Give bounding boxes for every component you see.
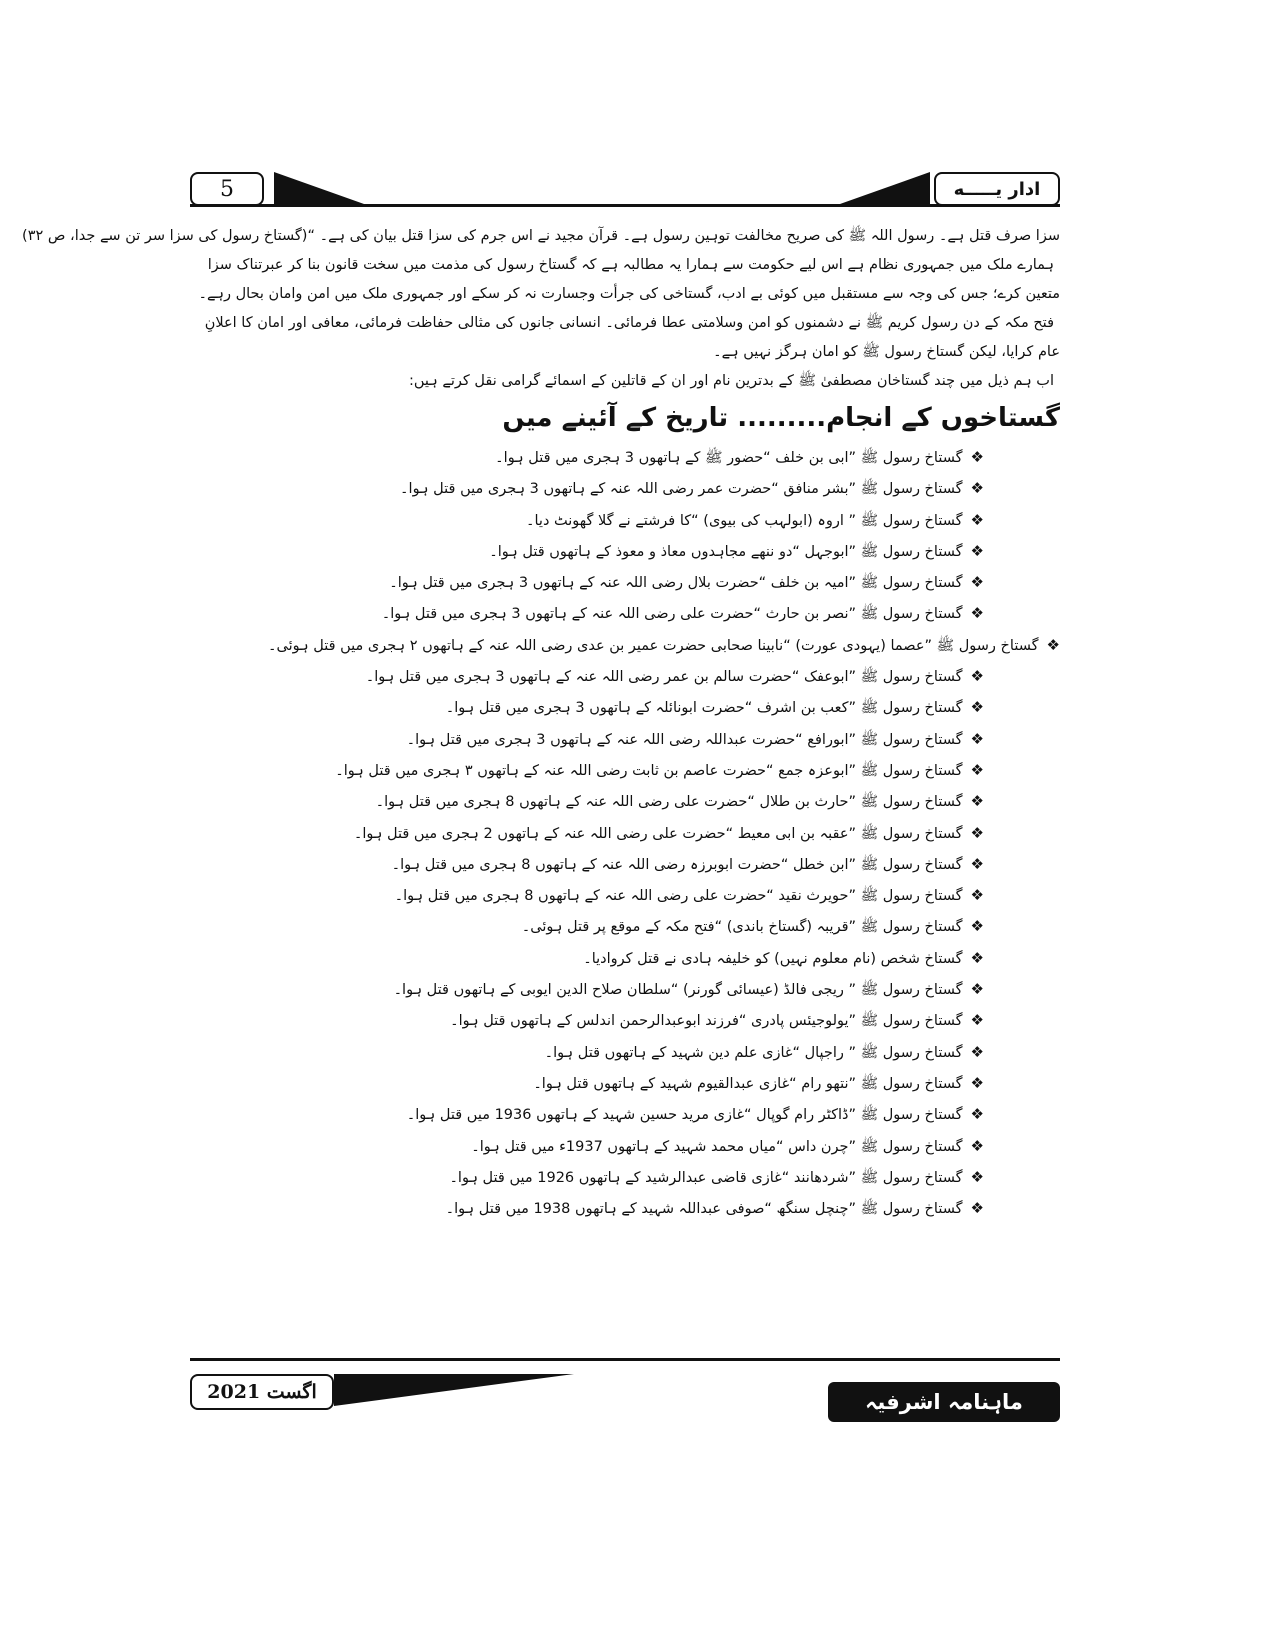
bullet-icon: ❖	[970, 479, 984, 498]
intro-line-1: سزا صرف قتل ہے۔ رسول اللہ ﷺ کی صریح مخالفت توہین رسول ہے۔ قرآن مجید نے اس جرم کی سزا قتل بیان کی ہے۔ “(گستاخ رسول کی سزا سر تن سے جدا، ص ۳۲)	[22, 228, 1060, 244]
list-item-text: گستاخ رسول ﷺ ” راجپال “غازی علم دین شہید کے ہاتھوں قتل ہوا۔	[544, 1044, 963, 1061]
list-item	[180, 880, 1060, 911]
bullet-icon: ❖	[970, 948, 984, 967]
list-item	[180, 442, 1060, 473]
list-item-text: گستاخ رسول ﷺ ”کعب بن اشرف “حضرت ابونائلہ کے ہاتھوں 3 ہجری میں قتل ہوا۔	[445, 700, 963, 717]
list-item-text: گستاخ رسول ﷺ ”ابن خطل “حضرت ابوبرزہ رضی اللہ عنہ کے ہاتھوں 8 ہجری میں قتل ہوا۔	[391, 856, 963, 873]
page-footer	[190, 1358, 1060, 1428]
page-header	[190, 172, 1060, 206]
list-item	[180, 1162, 1060, 1193]
intro-line-6: اب ہم ذیل میں چند گستاخان مصطفیٰ ﷺ کے بدترین نام اور ان کے قاتلین کے اسمائے گرامی نقل کرتے ہیں:	[408, 373, 1054, 389]
list-item	[180, 505, 1060, 536]
bullet-icon: ❖	[970, 667, 984, 686]
list-item-text: گستاخ رسول ﷺ ”یولوجیئس پادری “فرزند ابوعبدالرحمن اندلس کے ہاتھوں قتل ہوا۔	[450, 1013, 963, 1030]
section-title: گستاخوں کے انجام......... تاریخ کے آئینے میں	[502, 403, 1060, 433]
bullet-icon: ❖	[970, 698, 984, 717]
bullet-icon: ❖	[970, 760, 984, 779]
header-wedge-left	[274, 172, 364, 204]
list-item-text: گستاخ رسول ﷺ ” اروہ (ابولہب کی بیوی) “کا فرشتے نے گلا گھونٹ دیا۔	[526, 512, 963, 529]
list-item	[180, 911, 1060, 942]
list-item-text: گستاخ شخص (نام معلوم نہیں) کو خلیفہ ہادی نے قتل کروادیا۔	[583, 950, 963, 967]
footer-wedge	[334, 1374, 574, 1406]
list-item	[180, 818, 1060, 849]
list-item-text: گستاخ رسول ﷺ ”حارث بن طلال “حضرت علی رضی اللہ عنہ کے ہاتھوں 8 ہجری میں قتل ہوا۔	[375, 794, 963, 811]
list-item-text: گستاخ رسول ﷺ ”ابوعفک “حضرت سالم بن عمر رضی اللہ عنہ کے ہاتھوں 3 ہجری میں قتل ہوا۔	[365, 669, 963, 686]
list-item	[180, 786, 1060, 817]
bullet-icon: ❖	[970, 448, 984, 466]
list-item-text: گستاخ رسول ﷺ ”ابی بن خلف “حضور ﷺ کے ہاتھوں 3 ہجری میں قتل ہوا۔	[495, 450, 963, 466]
bullet-icon: ❖	[970, 823, 984, 842]
bullet-icon: ❖	[970, 729, 984, 748]
bullet-icon: ❖	[970, 980, 984, 999]
bullet-icon: ❖	[970, 1042, 984, 1061]
list-item	[180, 1005, 1060, 1036]
bullet-icon: ❖	[970, 541, 984, 560]
bullet-icon: ❖	[970, 1011, 984, 1030]
intro-line-2: ہمارے ملک میں جمہوری نظام ہے اس لیے حکومت سے ہمارا یہ مطالبہ ہے کہ گستاخ رسول کی مذمت میں سخت قانون بنا کر عبرتناک سزا	[207, 257, 1054, 273]
list-item-text: گستاخ رسول ﷺ ”ڈاکٹر رام گوپال “غازی مرید حسین شہید کے ہاتھوں 1936 میں قتل ہوا۔	[406, 1107, 963, 1124]
list-item-text: گستاخ رسول ﷺ ”شردھانند “غازی قاضی عبدالرشید کے ہاتھوں 1926 میں قتل ہوا۔	[449, 1169, 963, 1186]
list-item-text: گستاخ رسول ﷺ ”نصر بن حارث “حضرت علی رضی اللہ عنہ کے ہاتھوں 3 ہجری میں قتل ہوا۔	[381, 606, 963, 623]
bullet-icon: ❖	[970, 792, 984, 811]
bullet-icon: ❖	[970, 604, 984, 623]
bullet-icon: ❖	[970, 1167, 984, 1186]
list-item	[180, 849, 1060, 880]
bullet-icon: ❖	[970, 573, 984, 592]
issue-date: اگست 2021	[190, 1374, 334, 1410]
list-item	[180, 1099, 1060, 1130]
section-label: ادار یـــــه	[934, 172, 1060, 206]
footer-rule	[190, 1358, 1060, 1361]
bullet-icon: ❖	[970, 854, 984, 873]
bullet-icon: ❖	[970, 917, 984, 936]
list-item	[180, 1131, 1060, 1162]
list-item-text: گستاخ رسول ﷺ ”حویرث نقید “حضرت علی رضی اللہ عنہ کے ہاتھوں 8 ہجری میں قتل ہوا۔	[394, 888, 963, 905]
intro-line-5: عام کرایا، لیکن گستاخ رسول ﷺ کو امان ہرگز نہیں ہے۔	[713, 344, 1060, 360]
list-item-text: گستاخ رسول ﷺ ”ابوعزہ جمع “حضرت عاصم بن ثابت رضی اللہ عنہ کے ہاتھوں ۳ ہجری میں قتل ہوا۔	[335, 762, 963, 779]
list-item-text: گستاخ رسول ﷺ ”ابوجہل “دو ننھے مجاہدوں معاذ و معوذ کے ہاتھوں قتل ہوا۔	[489, 543, 963, 560]
list-item	[180, 974, 1060, 1005]
header-wedge-right	[840, 172, 930, 204]
list-item-text: گستاخ رسول ﷺ ”قریبہ (گستاخ باندی) “فتح مکہ کے موقع پر قتل ہوئی۔	[521, 919, 963, 936]
list-item-text: گستاخ رسول ﷺ ” ریجی فالڈ (عیسائی گورنر) “سلطان صلاح الدین ایوبی کے ہاتھوں قتل ہوا۔	[393, 982, 963, 999]
list-item	[180, 1193, 1060, 1224]
intro-line-3: متعین کرے؛ جس کی وجہ سے مستقبل میں کوئی بے ادب، گستاخی کی جرأت وجسارت نہ کر سکے اور جمہوری ملک میں امن وامان بحال رہے۔	[198, 286, 1060, 302]
list-item	[180, 598, 1060, 629]
list-item-text: گستاخ رسول ﷺ ”چنچل سنگھ “صوفی عبداللہ شہید کے ہاتھوں 1938 میں قتل ہوا۔	[445, 1201, 963, 1218]
list-item-text: گستاخ رسول ﷺ ”ابورافع “حضرت عبداللہ رضی اللہ عنہ کے ہاتھوں 3 ہجری میں قتل ہوا۔	[406, 731, 963, 748]
list-item	[180, 755, 1060, 786]
list-item-text: گستاخ رسول ﷺ ”عقبہ بن ابی معیط “حضرت علی رضی اللہ عنہ کے ہاتھوں 2 ہجری میں قتل ہوا۔	[353, 825, 963, 842]
list-item	[180, 630, 1060, 661]
bullet-icon: ❖	[970, 1199, 984, 1218]
list-item	[180, 661, 1060, 692]
list-item-text: گستاخ رسول ﷺ ”امیہ بن خلف “حضرت بلال رضی اللہ عنہ کے ہاتھوں 3 ہجری میں قتل ہوا۔	[389, 575, 963, 592]
bullet-icon: ❖	[970, 510, 984, 529]
magazine-name: ماہنامہ اشرفیہ	[828, 1382, 1060, 1422]
list-item	[180, 473, 1060, 504]
list-item	[180, 1037, 1060, 1068]
list-item	[180, 724, 1060, 755]
list-item-text: گستاخ رسول ﷺ ”نتھو رام “غازی عبدالقیوم شہید کے ہاتھوں قتل ہوا۔	[533, 1075, 963, 1092]
bullet-icon: ❖	[970, 1073, 984, 1092]
list-item	[180, 943, 1060, 974]
bullet-icon: ❖	[1046, 635, 1060, 654]
list-item	[180, 692, 1060, 723]
article-body	[22, 222, 1060, 1224]
header-rule	[190, 204, 1060, 207]
list-item	[180, 536, 1060, 567]
punishment-list	[180, 442, 1060, 1224]
intro-line-4: فتح مکہ کے دن رسول کریم ﷺ نے دشمنوں کو امن وسلامتی عطا فرمائی۔ انسانی جانوں کی مثالی حفاظت فرمائی، معافی اور امان کا اعلانِ	[204, 315, 1054, 331]
list-item-text: گستاخ رسول ﷺ ”عصما (یہودی عورت) “نابینا صحابی حضرت عمیر بن عدی رضی اللہ عنہ کے ہاتھوں ۲ ہجری میں قتل ہوئی۔	[268, 637, 1039, 654]
bullet-icon: ❖	[970, 1105, 984, 1124]
bullet-icon: ❖	[970, 1136, 984, 1155]
page-number: 5	[190, 172, 264, 206]
bullet-icon: ❖	[970, 886, 984, 905]
list-item-text: گستاخ رسول ﷺ ”چرن داس “میاں محمد شہید کے ہاتھوں 1937ء میں قتل ہوا۔	[471, 1138, 963, 1155]
list-item	[180, 567, 1060, 598]
list-item-text: گستاخ رسول ﷺ ”بشر منافق “حضرت عمر رضی اللہ عنہ کے ہاتھوں 3 ہجری میں قتل ہوا۔	[400, 481, 963, 498]
list-item	[180, 1068, 1060, 1099]
